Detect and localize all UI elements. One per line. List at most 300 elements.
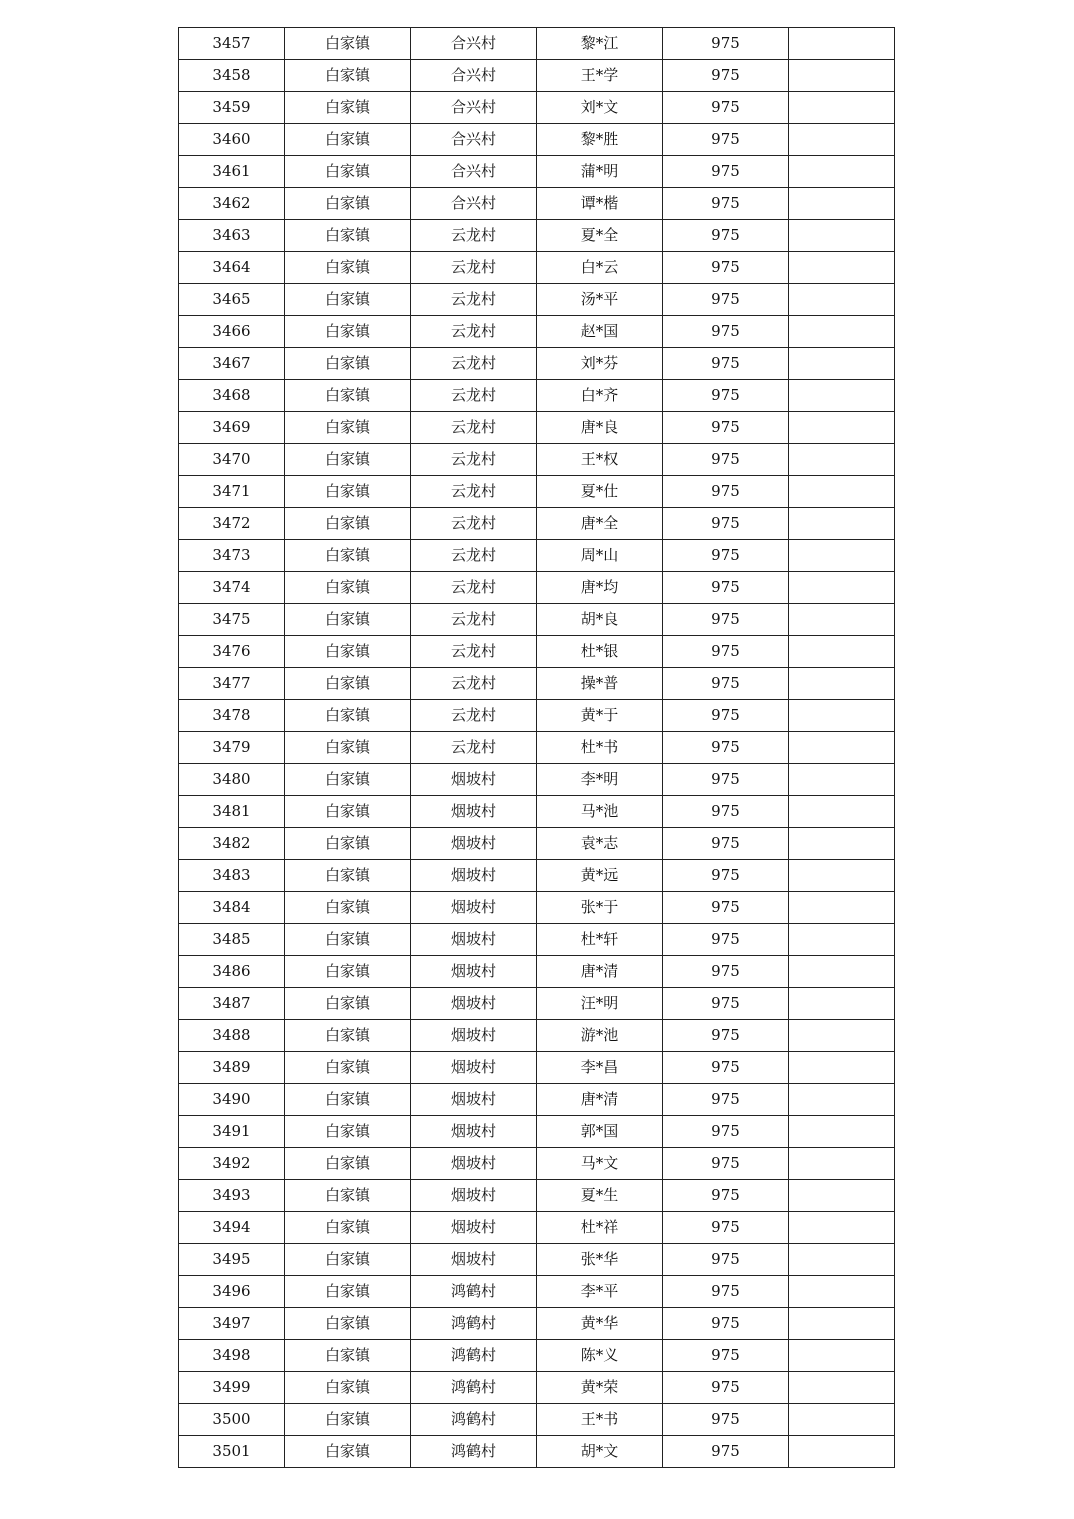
cell-town: 白家镇: [285, 476, 411, 508]
cell-town: 白家镇: [285, 892, 411, 924]
cell-note: [789, 732, 895, 764]
cell-note: [789, 1084, 895, 1116]
table-body: [179, 28, 895, 1468]
cell-amount: 975: [663, 956, 789, 988]
cell-village: 云龙村: [411, 636, 537, 668]
cell-note: [789, 1116, 895, 1148]
cell-amount: 975: [663, 892, 789, 924]
table-row: [179, 156, 895, 188]
cell-town: 白家镇: [285, 156, 411, 188]
cell-serial-number: 3496: [179, 1276, 285, 1308]
cell-note: [789, 252, 895, 284]
cell-person-name: 李*昌: [537, 1052, 663, 1084]
cell-town: 白家镇: [285, 1244, 411, 1276]
table-row: [179, 1212, 895, 1244]
cell-amount: 975: [663, 732, 789, 764]
table-row: [179, 988, 895, 1020]
cell-village: 云龙村: [411, 284, 537, 316]
cell-village: 鸿鹤村: [411, 1340, 537, 1372]
cell-town: 白家镇: [285, 1340, 411, 1372]
cell-note: [789, 60, 895, 92]
cell-person-name: 袁*志: [537, 828, 663, 860]
table-row: [179, 1308, 895, 1340]
table-row: [179, 476, 895, 508]
cell-note: [789, 604, 895, 636]
cell-person-name: 唐*均: [537, 572, 663, 604]
cell-town: 白家镇: [285, 316, 411, 348]
cell-town: 白家镇: [285, 604, 411, 636]
table-row: [179, 1340, 895, 1372]
cell-note: [789, 1148, 895, 1180]
cell-town: 白家镇: [285, 924, 411, 956]
cell-note: [789, 988, 895, 1020]
cell-note: [789, 124, 895, 156]
cell-town: 白家镇: [285, 988, 411, 1020]
cell-person-name: 胡*文: [537, 1436, 663, 1468]
cell-town: 白家镇: [285, 28, 411, 60]
cell-village: 鸿鹤村: [411, 1436, 537, 1468]
cell-town: 白家镇: [285, 60, 411, 92]
cell-note: [789, 860, 895, 892]
cell-serial-number: 3493: [179, 1180, 285, 1212]
cell-person-name: 马*文: [537, 1148, 663, 1180]
cell-note: [789, 28, 895, 60]
cell-note: [789, 892, 895, 924]
cell-village: 云龙村: [411, 316, 537, 348]
table-row: [179, 412, 895, 444]
cell-serial-number: 3461: [179, 156, 285, 188]
cell-serial-number: 3464: [179, 252, 285, 284]
cell-village: 鸿鹤村: [411, 1372, 537, 1404]
cell-town: 白家镇: [285, 412, 411, 444]
cell-person-name: 黄*荣: [537, 1372, 663, 1404]
cell-person-name: 王*书: [537, 1404, 663, 1436]
cell-amount: 975: [663, 860, 789, 892]
cell-village: 合兴村: [411, 156, 537, 188]
table-row: [179, 1244, 895, 1276]
cell-amount: 975: [663, 188, 789, 220]
cell-village: 合兴村: [411, 124, 537, 156]
cell-serial-number: 3491: [179, 1116, 285, 1148]
cell-village: 云龙村: [411, 412, 537, 444]
cell-serial-number: 3474: [179, 572, 285, 604]
cell-amount: 975: [663, 604, 789, 636]
cell-town: 白家镇: [285, 1180, 411, 1212]
cell-village: 烟坡村: [411, 988, 537, 1020]
cell-town: 白家镇: [285, 1212, 411, 1244]
cell-note: [789, 1020, 895, 1052]
cell-person-name: 操*普: [537, 668, 663, 700]
cell-note: [789, 1052, 895, 1084]
cell-person-name: 唐*良: [537, 412, 663, 444]
cell-person-name: 杜*银: [537, 636, 663, 668]
cell-serial-number: 3457: [179, 28, 285, 60]
cell-amount: 975: [663, 924, 789, 956]
cell-serial-number: 3487: [179, 988, 285, 1020]
table-row: [179, 828, 895, 860]
table-row: [179, 860, 895, 892]
cell-village: 云龙村: [411, 732, 537, 764]
table-row: [179, 764, 895, 796]
cell-town: 白家镇: [285, 796, 411, 828]
cell-village: 云龙村: [411, 220, 537, 252]
cell-note: [789, 1340, 895, 1372]
cell-note: [789, 1436, 895, 1468]
cell-town: 白家镇: [285, 636, 411, 668]
table-row: [179, 1148, 895, 1180]
table-row: [179, 1372, 895, 1404]
cell-serial-number: 3469: [179, 412, 285, 444]
cell-town: 白家镇: [285, 220, 411, 252]
cell-village: 烟坡村: [411, 796, 537, 828]
cell-serial-number: 3501: [179, 1436, 285, 1468]
cell-amount: 975: [663, 700, 789, 732]
cell-amount: 975: [663, 124, 789, 156]
cell-town: 白家镇: [285, 284, 411, 316]
table-row: [179, 604, 895, 636]
cell-town: 白家镇: [285, 1276, 411, 1308]
table-row: [179, 540, 895, 572]
cell-amount: 975: [663, 252, 789, 284]
cell-person-name: 周*山: [537, 540, 663, 572]
cell-village: 合兴村: [411, 28, 537, 60]
cell-village: 云龙村: [411, 444, 537, 476]
cell-town: 白家镇: [285, 956, 411, 988]
cell-amount: 975: [663, 988, 789, 1020]
cell-person-name: 黄*远: [537, 860, 663, 892]
cell-village: 烟坡村: [411, 1116, 537, 1148]
cell-town: 白家镇: [285, 252, 411, 284]
cell-amount: 975: [663, 1084, 789, 1116]
cell-serial-number: 3463: [179, 220, 285, 252]
cell-amount: 975: [663, 316, 789, 348]
table-row: [179, 380, 895, 412]
cell-note: [789, 1180, 895, 1212]
cell-village: 烟坡村: [411, 1052, 537, 1084]
table-row: [179, 284, 895, 316]
cell-village: 鸿鹤村: [411, 1308, 537, 1340]
cell-town: 白家镇: [285, 1084, 411, 1116]
cell-amount: 975: [663, 1212, 789, 1244]
cell-person-name: 王*权: [537, 444, 663, 476]
cell-note: [789, 316, 895, 348]
cell-village: 云龙村: [411, 604, 537, 636]
cell-note: [789, 828, 895, 860]
table-row: [179, 892, 895, 924]
cell-village: 烟坡村: [411, 1180, 537, 1212]
table-row: [179, 796, 895, 828]
cell-town: 白家镇: [285, 1148, 411, 1180]
cell-serial-number: 3480: [179, 764, 285, 796]
cell-amount: 975: [663, 1116, 789, 1148]
cell-town: 白家镇: [285, 124, 411, 156]
cell-serial-number: 3486: [179, 956, 285, 988]
cell-note: [789, 1276, 895, 1308]
table-row: [179, 700, 895, 732]
cell-note: [789, 1308, 895, 1340]
cell-town: 白家镇: [285, 828, 411, 860]
cell-amount: 975: [663, 220, 789, 252]
cell-note: [789, 924, 895, 956]
cell-serial-number: 3500: [179, 1404, 285, 1436]
cell-amount: 975: [663, 1180, 789, 1212]
cell-serial-number: 3483: [179, 860, 285, 892]
cell-note: [789, 92, 895, 124]
cell-serial-number: 3467: [179, 348, 285, 380]
cell-serial-number: 3458: [179, 60, 285, 92]
cell-village: 合兴村: [411, 92, 537, 124]
cell-person-name: 李*明: [537, 764, 663, 796]
cell-village: 云龙村: [411, 668, 537, 700]
cell-serial-number: 3484: [179, 892, 285, 924]
cell-serial-number: 3482: [179, 828, 285, 860]
cell-person-name: 唐*清: [537, 1084, 663, 1116]
cell-person-name: 白*云: [537, 252, 663, 284]
table-row: [179, 220, 895, 252]
cell-person-name: 谭*楷: [537, 188, 663, 220]
cell-town: 白家镇: [285, 860, 411, 892]
cell-amount: 975: [663, 28, 789, 60]
cell-person-name: 汪*明: [537, 988, 663, 1020]
cell-serial-number: 3470: [179, 444, 285, 476]
cell-person-name: 黄*华: [537, 1308, 663, 1340]
cell-village: 云龙村: [411, 476, 537, 508]
cell-village: 云龙村: [411, 572, 537, 604]
cell-town: 白家镇: [285, 732, 411, 764]
cell-person-name: 黄*于: [537, 700, 663, 732]
cell-person-name: 汤*平: [537, 284, 663, 316]
cell-note: [789, 700, 895, 732]
cell-town: 白家镇: [285, 1436, 411, 1468]
cell-person-name: 黎*江: [537, 28, 663, 60]
cell-amount: 975: [663, 1020, 789, 1052]
cell-town: 白家镇: [285, 1020, 411, 1052]
cell-person-name: 陈*义: [537, 1340, 663, 1372]
cell-person-name: 刘*芬: [537, 348, 663, 380]
cell-note: [789, 476, 895, 508]
cell-amount: 975: [663, 828, 789, 860]
cell-amount: 975: [663, 1340, 789, 1372]
cell-town: 白家镇: [285, 92, 411, 124]
cell-village: 烟坡村: [411, 1212, 537, 1244]
cell-village: 烟坡村: [411, 1148, 537, 1180]
cell-village: 烟坡村: [411, 892, 537, 924]
cell-village: 烟坡村: [411, 860, 537, 892]
subsidy-list-table: [178, 27, 895, 1468]
cell-serial-number: 3473: [179, 540, 285, 572]
cell-amount: 975: [663, 1372, 789, 1404]
cell-amount: 975: [663, 444, 789, 476]
cell-town: 白家镇: [285, 1372, 411, 1404]
cell-person-name: 夏*仕: [537, 476, 663, 508]
table-row: [179, 348, 895, 380]
cell-note: [789, 220, 895, 252]
cell-amount: 975: [663, 508, 789, 540]
table-row: [179, 1436, 895, 1468]
cell-note: [789, 764, 895, 796]
cell-serial-number: 3488: [179, 1020, 285, 1052]
cell-serial-number: 3459: [179, 92, 285, 124]
cell-person-name: 张*华: [537, 1244, 663, 1276]
cell-note: [789, 188, 895, 220]
cell-amount: 975: [663, 1244, 789, 1276]
table-row: [179, 316, 895, 348]
cell-town: 白家镇: [285, 540, 411, 572]
cell-village: 云龙村: [411, 252, 537, 284]
cell-village: 合兴村: [411, 188, 537, 220]
cell-village: 鸿鹤村: [411, 1276, 537, 1308]
cell-note: [789, 1212, 895, 1244]
cell-serial-number: 3497: [179, 1308, 285, 1340]
cell-amount: 975: [663, 92, 789, 124]
table-row: [179, 668, 895, 700]
cell-town: 白家镇: [285, 764, 411, 796]
cell-town: 白家镇: [285, 1308, 411, 1340]
cell-serial-number: 3472: [179, 508, 285, 540]
cell-amount: 975: [663, 348, 789, 380]
cell-person-name: 夏*生: [537, 1180, 663, 1212]
cell-serial-number: 3489: [179, 1052, 285, 1084]
cell-village: 云龙村: [411, 348, 537, 380]
cell-village: 烟坡村: [411, 828, 537, 860]
cell-village: 烟坡村: [411, 1020, 537, 1052]
cell-serial-number: 3465: [179, 284, 285, 316]
cell-town: 白家镇: [285, 668, 411, 700]
cell-person-name: 马*池: [537, 796, 663, 828]
cell-village: 烟坡村: [411, 764, 537, 796]
cell-note: [789, 796, 895, 828]
cell-person-name: 唐*清: [537, 956, 663, 988]
cell-note: [789, 412, 895, 444]
cell-village: 合兴村: [411, 60, 537, 92]
cell-serial-number: 3490: [179, 1084, 285, 1116]
cell-town: 白家镇: [285, 188, 411, 220]
cell-serial-number: 3479: [179, 732, 285, 764]
cell-village: 云龙村: [411, 380, 537, 412]
cell-amount: 975: [663, 540, 789, 572]
cell-serial-number: 3495: [179, 1244, 285, 1276]
cell-person-name: 蒲*明: [537, 156, 663, 188]
cell-note: [789, 380, 895, 412]
cell-note: [789, 348, 895, 380]
cell-serial-number: 3466: [179, 316, 285, 348]
cell-person-name: 游*池: [537, 1020, 663, 1052]
cell-amount: 975: [663, 412, 789, 444]
cell-amount: 975: [663, 1148, 789, 1180]
cell-village: 云龙村: [411, 508, 537, 540]
table-row: [179, 28, 895, 60]
cell-amount: 975: [663, 156, 789, 188]
table-row: [179, 188, 895, 220]
cell-amount: 975: [663, 1404, 789, 1436]
cell-note: [789, 444, 895, 476]
table-row: [179, 1020, 895, 1052]
cell-amount: 975: [663, 380, 789, 412]
cell-village: 鸿鹤村: [411, 1404, 537, 1436]
cell-village: 烟坡村: [411, 956, 537, 988]
cell-amount: 975: [663, 636, 789, 668]
cell-note: [789, 540, 895, 572]
cell-person-name: 黎*胜: [537, 124, 663, 156]
cell-note: [789, 508, 895, 540]
cell-person-name: 白*齐: [537, 380, 663, 412]
table-row: [179, 508, 895, 540]
cell-town: 白家镇: [285, 380, 411, 412]
cell-serial-number: 3475: [179, 604, 285, 636]
table-row: [179, 1116, 895, 1148]
cell-serial-number: 3481: [179, 796, 285, 828]
cell-person-name: 胡*良: [537, 604, 663, 636]
cell-note: [789, 1244, 895, 1276]
cell-serial-number: 3498: [179, 1340, 285, 1372]
cell-amount: 975: [663, 668, 789, 700]
cell-amount: 975: [663, 1308, 789, 1340]
cell-amount: 975: [663, 572, 789, 604]
cell-serial-number: 3492: [179, 1148, 285, 1180]
cell-note: [789, 1372, 895, 1404]
cell-village: 云龙村: [411, 540, 537, 572]
cell-town: 白家镇: [285, 1404, 411, 1436]
cell-amount: 975: [663, 284, 789, 316]
cell-note: [789, 572, 895, 604]
cell-person-name: 唐*全: [537, 508, 663, 540]
cell-person-name: 杜*轩: [537, 924, 663, 956]
cell-note: [789, 636, 895, 668]
cell-amount: 975: [663, 60, 789, 92]
cell-amount: 975: [663, 1436, 789, 1468]
cell-town: 白家镇: [285, 444, 411, 476]
table-row: [179, 732, 895, 764]
cell-note: [789, 284, 895, 316]
cell-village: 云龙村: [411, 700, 537, 732]
table-row: [179, 444, 895, 476]
cell-town: 白家镇: [285, 348, 411, 380]
cell-person-name: 杜*祥: [537, 1212, 663, 1244]
cell-person-name: 赵*国: [537, 316, 663, 348]
cell-amount: 975: [663, 1052, 789, 1084]
cell-village: 烟坡村: [411, 1084, 537, 1116]
table-row: [179, 92, 895, 124]
table-row: [179, 924, 895, 956]
table-row: [179, 1180, 895, 1212]
cell-person-name: 夏*全: [537, 220, 663, 252]
cell-serial-number: 3471: [179, 476, 285, 508]
cell-village: 烟坡村: [411, 924, 537, 956]
cell-town: 白家镇: [285, 1116, 411, 1148]
cell-serial-number: 3499: [179, 1372, 285, 1404]
cell-town: 白家镇: [285, 572, 411, 604]
cell-amount: 975: [663, 796, 789, 828]
cell-person-name: 郭*国: [537, 1116, 663, 1148]
table-row: [179, 1276, 895, 1308]
cell-note: [789, 668, 895, 700]
cell-town: 白家镇: [285, 508, 411, 540]
cell-town: 白家镇: [285, 1052, 411, 1084]
table-row: [179, 1084, 895, 1116]
cell-serial-number: 3460: [179, 124, 285, 156]
cell-serial-number: 3462: [179, 188, 285, 220]
cell-amount: 975: [663, 476, 789, 508]
cell-note: [789, 156, 895, 188]
cell-serial-number: 3477: [179, 668, 285, 700]
cell-serial-number: 3478: [179, 700, 285, 732]
cell-person-name: 刘*文: [537, 92, 663, 124]
table-row: [179, 252, 895, 284]
cell-amount: 975: [663, 1276, 789, 1308]
cell-person-name: 杜*书: [537, 732, 663, 764]
cell-person-name: 王*学: [537, 60, 663, 92]
cell-note: [789, 1404, 895, 1436]
